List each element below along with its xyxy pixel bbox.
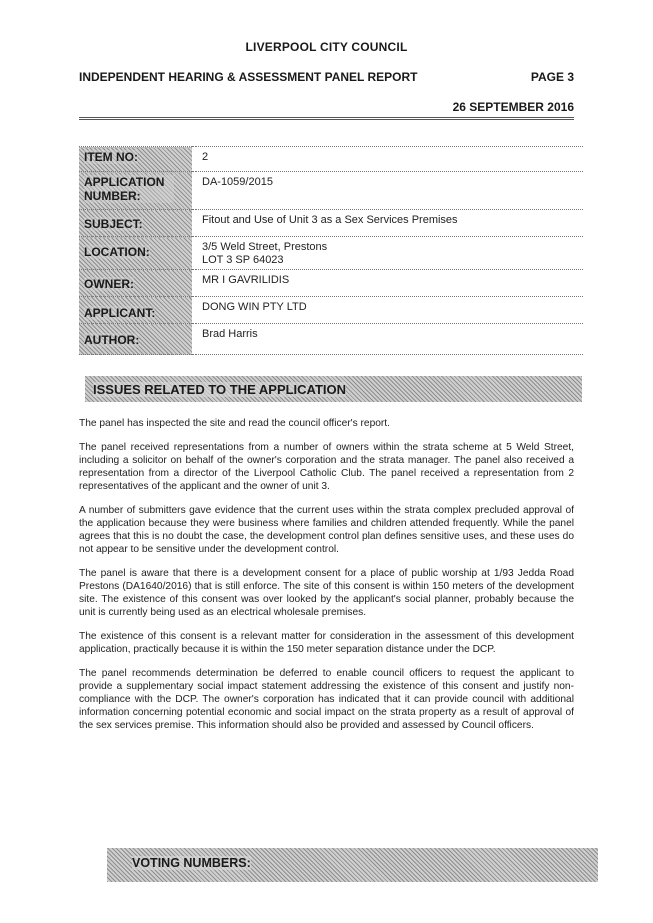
row-label: APPLICATION NUMBER: (79, 172, 192, 210)
row-label: OWNER: (79, 270, 192, 297)
report-date: 26 SEPTEMBER 2016 (452, 100, 574, 114)
table-row (79, 172, 583, 210)
header-rule (79, 117, 574, 118)
application-info-table (79, 146, 583, 355)
header-rule-double (79, 119, 574, 120)
row-value: MR I GAVRILIDIS (196, 270, 583, 297)
paragraph: The panel has inspected the site and read the council officer's report. (79, 418, 390, 429)
council-name: LIVERPOOL CITY COUNCIL (245, 40, 408, 54)
report-title: INDEPENDENT HEARING & ASSESSMENT PANEL REPORT (79, 70, 418, 84)
row-label: ITEM NO: (79, 147, 192, 172)
paragraph: The panel is aware that there is a development consent for a place of public worship at 1/93 Jedda Road Prestons (DA1640/2016) that is still enforce. The site of this consent is within 150 meters of the development site. The existence of this consent was over looked by the applicant's social planner, probably because the unit is currently being used as an electrical wholesale premises. (79, 568, 574, 618)
table-row (79, 324, 583, 355)
paragraph: The panel recommends determination be deferred to enable council officers to request the applicant to provide a supplementary social impact statement addressing the existence of this consent and justify non-compliance with the DCP. The owner's corporation has indicated that it can provide council with additional information concerning potential economic and social impact on the strata property as a result of approval of the sex services premise. This information should also be provided and assessed by Council officers. (79, 668, 574, 731)
row-label: AUTHOR: (79, 324, 192, 355)
row-value: 3/5 Weld Street, Prestons LOT 3 SP 64023 (196, 237, 583, 270)
table-row (79, 210, 583, 237)
table-row (79, 297, 583, 324)
table-row (79, 237, 583, 270)
row-value: 2 (196, 147, 583, 172)
paragraph: The existence of this consent is a relevant matter for consideration in the assessment of this development application, practically because it is within the 150 meter separation distance under the DCP. (79, 631, 574, 655)
row-value: DONG WIN PTY LTD (196, 297, 583, 324)
row-label: SUBJECT: (79, 210, 192, 237)
issues-heading: ISSUES RELATED TO THE APPLICATION (85, 376, 582, 402)
voting-heading: VOTING NUMBERS: (107, 848, 598, 882)
row-value: Brad Harris (196, 324, 583, 355)
row-value: Fitout and Use of Unit 3 as a Sex Services Premises (196, 210, 583, 237)
paragraph: The panel received representations from a number of owners within the strata scheme at 5 Weld Street, including a solicitor on behalf of the owner's corporation and the strata manager. The panel also received a representation from a director of the Liverpool Catholic Club. The panel received a representation from 2 representatives of the applicant and the owner of unit 3. (79, 442, 574, 492)
row-value: DA-1059/2015 (196, 172, 583, 210)
report-body (79, 417, 574, 743)
row-label: APPLICANT: (79, 297, 192, 324)
table-row (79, 147, 583, 172)
table-row (79, 270, 583, 297)
page-number: PAGE 3 (530, 70, 574, 84)
paragraph: A number of submitters gave evidence that the current uses within the strata complex precluded approval of the application because they were business where families and children attended frequently. While the panel agrees that this is no doubt the case, the development control plan defines sensitive uses, and these uses do not appear to be sensitive under the development control. (79, 505, 574, 555)
row-label: LOCATION: (79, 237, 192, 270)
